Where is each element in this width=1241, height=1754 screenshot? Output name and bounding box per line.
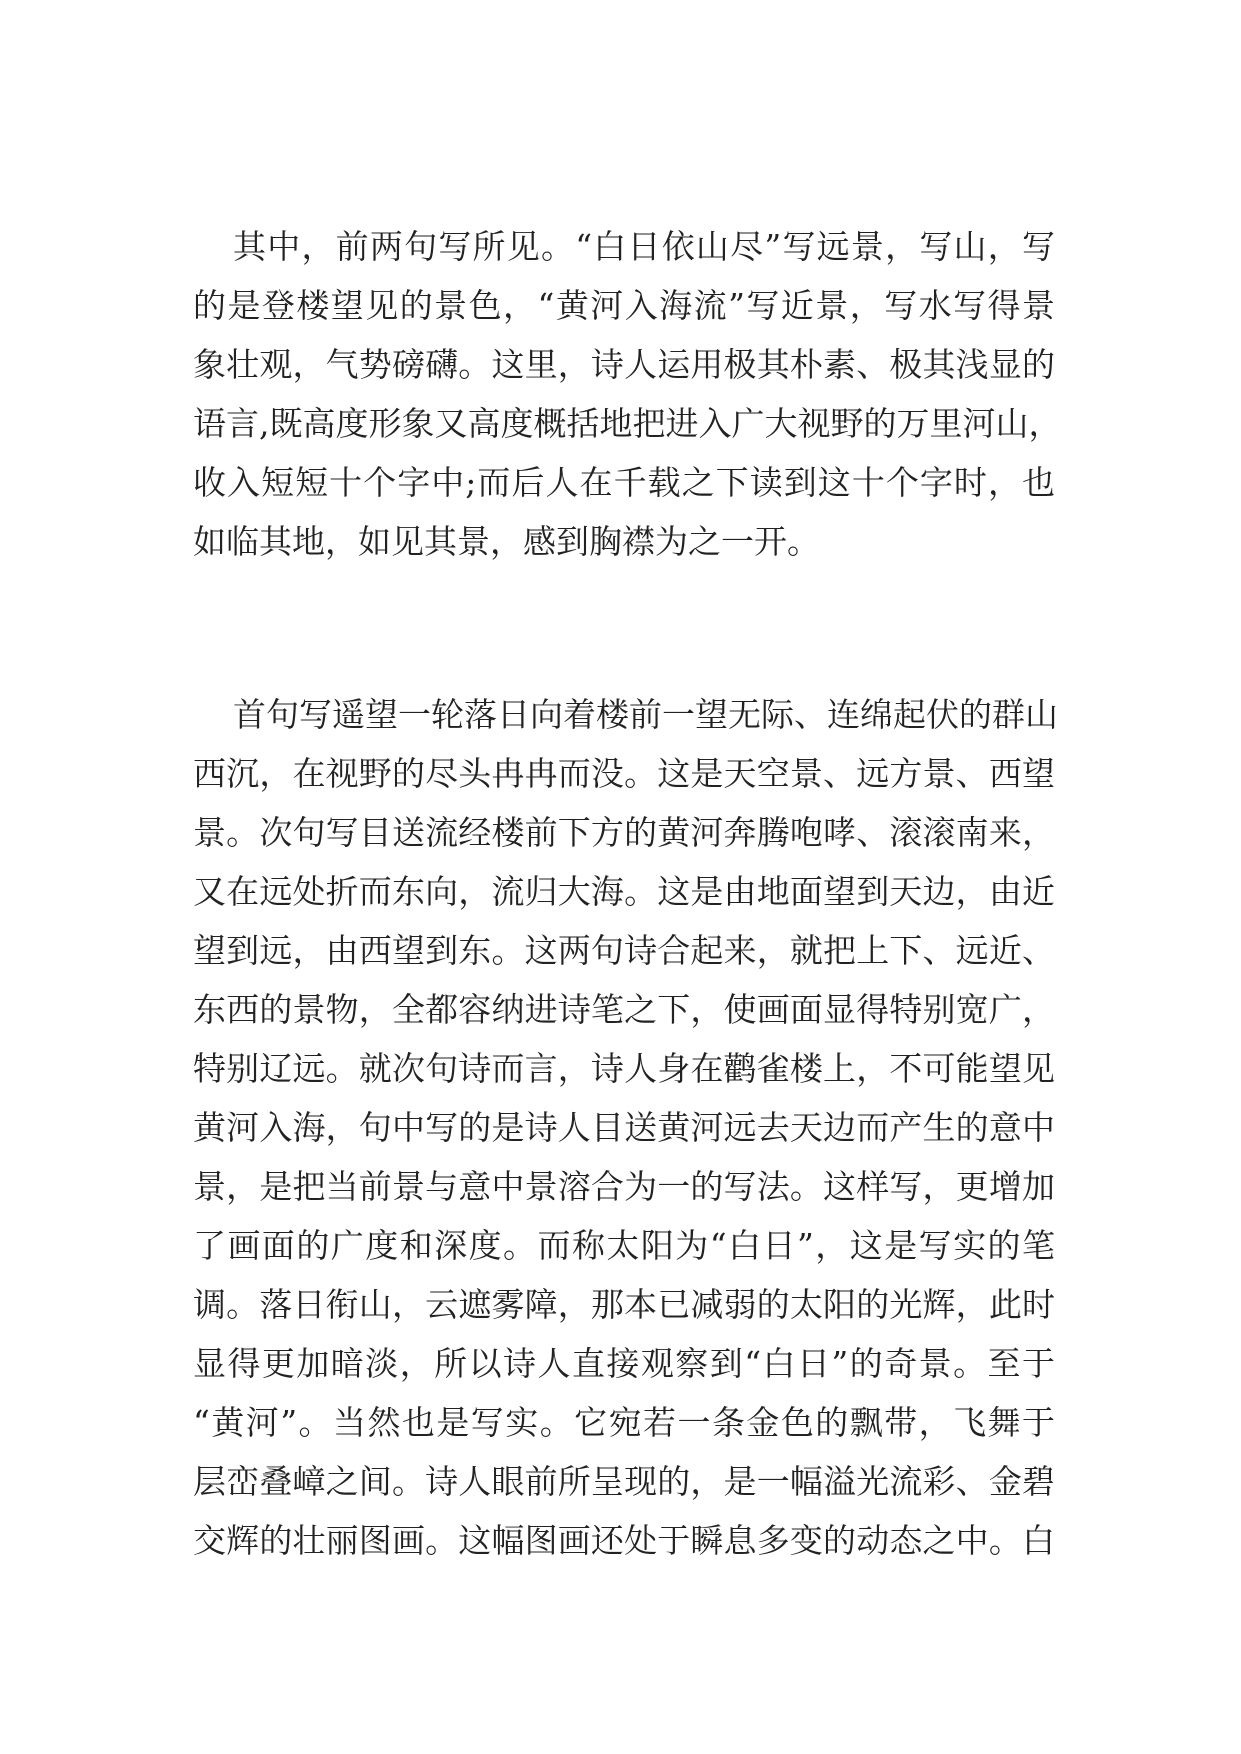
text-line: 又在远处折而东向，流归大海。这是由地面望到天边，由近 bbox=[193, 872, 1055, 911]
text-line: 语言,既高度形象又高度概括地把进入广大视野的万里河山， bbox=[193, 404, 1062, 443]
text-line: 首句写遥望一轮落日向着楼前一望无际、连绵起伏的群山 bbox=[233, 695, 1058, 734]
text-line: 黄河入海，句中写的是诗人目送黄河远去天边而产生的意中 bbox=[193, 1108, 1055, 1147]
text-line: 的是登楼望见的景色，“黄河入海流”写近景，写水写得景 bbox=[193, 286, 1055, 325]
text-line: 西沉，在视野的尽头冉冉而没。这是天空景、远方景、西望 bbox=[193, 754, 1055, 793]
text-line: 象壮观，气势磅礴。这里，诗人运用极其朴素、极其浅显的 bbox=[193, 345, 1055, 384]
text-line: 望到远，由西望到东。这两句诗合起来，就把上下、远近、 bbox=[193, 931, 1055, 970]
text-line: 显得更加暗淡，所以诗人直接观察到“白日”的奇景。至于 bbox=[193, 1344, 1055, 1383]
text-line: “黄河”。当然也是写实。它宛若一条金色的飘带，飞舞于 bbox=[193, 1403, 1055, 1442]
text-line: 交辉的壮丽图画。这幅图画还处于瞬息多变的动态之中。白 bbox=[193, 1521, 1055, 1560]
paragraph-2 bbox=[193, 685, 1058, 1570]
text-line: 调。落日衔山，云遮雾障，那本已减弱的太阳的光辉，此时 bbox=[193, 1285, 1055, 1324]
text-line: 东西的景物，全都容纳进诗笔之下，使画面显得特别宽广， bbox=[193, 990, 1055, 1029]
text-line: 层峦叠嶂之间。诗人眼前所呈现的，是一幅溢光流彩、金碧 bbox=[193, 1462, 1055, 1501]
text-line: 景。次句写目送流经楼前下方的黄河奔腾咆哮、滚滚南来， bbox=[193, 813, 1055, 852]
paragraph-1 bbox=[193, 217, 1062, 571]
text-line: 其中，前两句写所见。“白日依山尽”写远景，写山，写 bbox=[233, 227, 1055, 266]
text-line: 收入短短十个字中;而后人在千载之下读到这十个字时，也 bbox=[193, 463, 1055, 502]
text-line: 如临其地，如见其景，感到胸襟为之一开。 bbox=[193, 522, 820, 561]
text-line: 特别辽远。就次句诗而言，诗人身在鹳雀楼上，不可能望见 bbox=[193, 1049, 1055, 1088]
text-line: 景，是把当前景与意中景溶合为一的写法。这样写，更增加 bbox=[193, 1167, 1055, 1206]
text-line: 了画面的广度和深度。而称太阳为“白日”，这是写实的笔 bbox=[193, 1226, 1055, 1265]
